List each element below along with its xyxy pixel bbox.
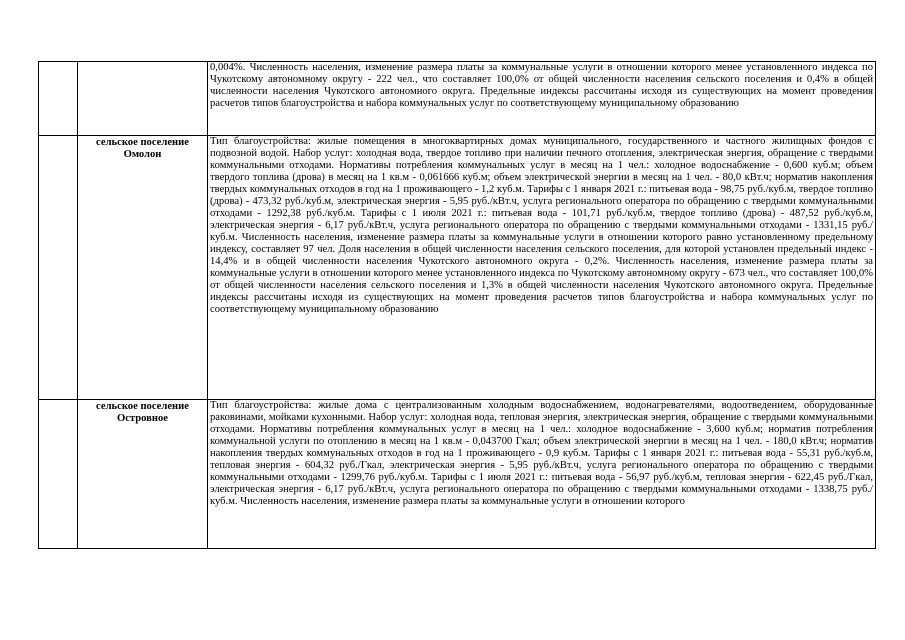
- row-number-cell: [39, 62, 78, 136]
- description-cell: Тип благоустройства: жилые дома с централизованным холодным водоснабжением, водонагревателями, водоотведением, оборудованные раковинами, мойками кухонными. Набор услуг: холодная вода, тепловая энергия, электрическая энергия, обращение с твердыми коммунальными отходами. Нормативы потребления коммунальных услуг в месяц на 1 чел.: холодное водоснабжение - 3,600 куб.м; норматив потребления коммунальной услуги по отоплению в месяц на 1 кв.м - 0,043700 Гкал; объем электрической энергии в месяц на 1 чел. - 180,0 кВт.ч; норматив накопления твердых коммунальных отходов в год на 1 проживающего - 0,9 куб.м. Тарифы с 1 января 2021 г.: питьевая вода - 55,31 руб./куб.м, тепловая энергия - 604,32 руб./Гкал, электрическая энергия - 5,95 руб./кВт.ч, услуга регионального оператора по обращению с твердыми коммунальными отходами - 1299,76 руб./куб.м. Тарифы с 1 июля 2021 г.: питьевая вода - 56,97 руб./куб.м, тепловая энергия - 622,45 руб./Гкал, электрическая энергия - 6,17 руб./кВт.ч, услуга регионального оператора по обращению с твердыми коммунальными отходами - 1338,75 руб./куб.м. Численность населения, изменение размера платы за коммунальные услуги в отношении которого: [208, 400, 876, 549]
- settlement-name: сельское поселение Островное: [96, 401, 189, 424]
- settlement-name: сельское поселение Омолон: [96, 137, 189, 160]
- table-row: [39, 400, 876, 549]
- row-number-cell: [39, 400, 78, 549]
- document-table: [38, 61, 876, 549]
- description-cell: 0,004%. Численность населения, изменение размера платы за коммунальные услуги в отношении которого менее установленного индекса по Чукотскому автономному округу - 222 чел., что составляет 100,0% от общей численности населения сельского поселения и 0,4% в общей численности населения Чукотского автономного округа. Предельные индексы рассчитаны исходя из существующих на момент проведения расчетов типов благоустройства и набора коммунальных услуг по соответствующему муниципальному образованию: [208, 62, 876, 136]
- description-cell: Тип благоустройства: жилые помещения в многоквартирных домах муниципального, государственного и частного жилищных фондов с подвозной водой. Набор услуг: холодная вода, твердое топливо при наличии печного отопления, электрическая энергия, обращение с твердыми коммунальными отходами. Нормативы потребления коммунальных услуг в месяц на 1 чел.: холодное водоснабжение - 0,600 куб.м; объем твердого топлива (дрова) в месяц на 1 кв.м - 0,061666 куб.м; объем электрической энергии в месяц на 1 чел. - 80,0 кВт.ч; норматив накопления твердых коммунальных отходов в год на 1 проживающего - 1,2 куб.м. Тарифы с 1 января 2021 г.: питьевая вода - 98,75 руб./куб.м, твердое топливо (дрова) - 473,32 руб./куб.м, электрическая энергия - 5,95 руб./кВт.ч, услуга регионального оператора по обращению с твердыми коммунальными отходами - 1292,38 руб./куб.м. Тарифы с 1 июля 2021 г.: питьевая вода - 101,71 руб./куб.м, твердое топливо (дрова) - 487,52 руб./куб.м, электрическая энергия - 6,17 руб./кВт.ч, услуга регионального оператора по обращению с твердыми коммунальными отходами - 1331,15 руб./куб.м. Численность населения, изменение размера платы за коммунальные услуги в отношении которого равно установленному предельному индексу, составляет 97 чел. Доля населения в общей численности населения сельского поселения, для которой установлен предельный индекс - 14,4% и в общей численности населения Чукотского автономного округа - 0,2%. Численность населения, изменение размера платы за коммунальные услуги в отношении которого менее установленного индекса по Чукотскому автономному округу - 673 чел., что составляет 100,0% от общей численности населения сельского поселения и 1,3% в общей численности населения Чукотского автономного округа. Предельные индексы рассчитаны исходя из существующих на момент проведения расчетов типов благоустройства и набора коммунальных услуг по соответствующему муниципальному образованию: [208, 136, 876, 400]
- row-number-cell: [39, 136, 78, 400]
- settlement-name-cell: [78, 400, 208, 549]
- settlement-name-cell: [78, 136, 208, 400]
- settlement-name-cell: [78, 62, 208, 136]
- table-row: [39, 62, 876, 136]
- settlement-name: [80, 62, 205, 63]
- table-row: [39, 136, 876, 400]
